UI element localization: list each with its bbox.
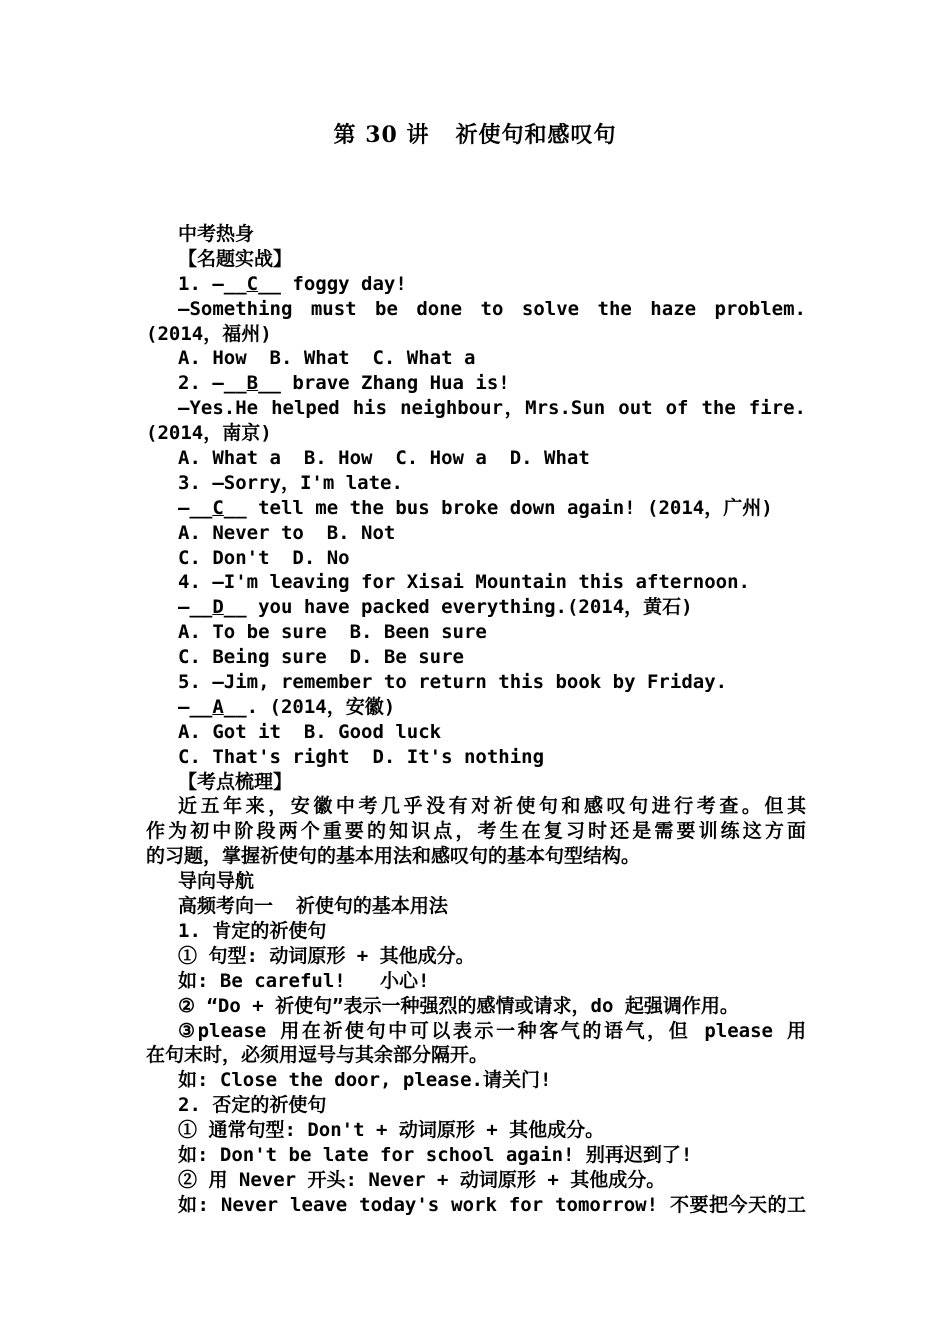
text-line: ② 用 Never 开头: Never + 动词原形 + 其他成分。 [178,1168,666,1191]
text-line [146,371,806,396]
text-line: 如: Close the door, please.请关门! [178,1069,552,1092]
text-line: —Yes.He helped his neighbour，Mrs.Sun out of the fire. [178,397,806,420]
question-stem-end: __. (2014，安徽) [223,695,396,718]
question-stem-start: 1. —__ [178,272,247,295]
text-line: 高频考向一 祈使句的基本用法 [178,895,448,918]
text-line: ① 句型: 动词原形 + 其他成分。 [178,944,475,967]
text-line: C. That's right D. It's nothing [178,745,545,768]
answer-blank: C [246,272,259,295]
question-stem-end: __ brave Zhang Hua is! [258,372,510,395]
text-line: 如: Never leave today's work for tomorrow! 不要把今天的工 [178,1193,806,1216]
text-line: —Something must be done to solve the haze problem. [178,297,806,320]
question-stem-start: 2. —__ [178,372,247,395]
answer-blank: D [212,596,224,619]
text-line: 在句末时，必须用逗号与其余部分隔开。 [146,1044,489,1067]
text-line [146,695,806,720]
text-line: ② “Do + 祈使句”表示一种强烈的感情或请求，do 起强调作用。 [178,994,739,1017]
answer-blank: B [246,372,259,395]
text-line: (2014，福州) [146,322,272,345]
text-line: C. Don't D. No [178,546,350,569]
question-stem-start: —__ [178,496,213,519]
text-line: 作为初中阶段两个重要的知识点，考生在复习时还是需要训练这方面 [146,820,806,843]
question-stem-start: —__ [178,695,213,718]
text-line: 中考热身 [178,223,255,245]
text-line: (2014，南京) [146,422,272,445]
text-line: ① 通常句型: Don't + 动词原形 + 其他成分。 [178,1119,605,1142]
text-line [146,272,806,297]
text-line: A. Never to B. Not [178,521,396,544]
document-body [146,222,806,1218]
text-line [146,496,806,521]
text-line: 5. —Jim, remember to return this book by Friday. [178,671,728,694]
question-stem-start: —__ [178,596,213,619]
text-line: 近五年来，安徽中考几乎没有对祈使句和感叹句进行考查。但其 [178,795,806,818]
text-line: 的习题，掌握祈使句的基本用法和感叹句的基本句型结构。 [146,845,641,868]
text-line: A. How B. What C. What a [178,347,476,370]
text-line: ③please 用在祈使句中可以表示一种客气的语气，但 please 用 [178,1019,806,1042]
text-line: 【名题实战】 [178,247,293,270]
text-line: C. Being sure D. Be sure [178,646,464,669]
page-title: 第 30 讲 祈使句和感叹句 [333,122,617,148]
question-stem-end: __ foggy day! [258,272,407,295]
question-stem-end: __ you have packed everything.(2014，黄石) [223,596,693,619]
answer-blank: A [212,695,224,718]
text-line: 导向导航 [178,870,255,893]
text-line: A. To be sure B. Been sure [178,621,487,644]
text-line: 3. —Sorry，I'm late. [178,471,403,494]
text-line [146,595,806,620]
text-line: A. What a B. How C. How a D. What [178,447,590,470]
question-stem-end: __ tell me the bus broke down again! (2014，广州) [223,496,773,519]
text-line: 1. 肯定的祈使句 [178,919,327,942]
text-line: 4. —I'm leaving for Xisai Mountain this afternoon. [178,571,750,594]
text-line: 【考点梳理】 [178,770,293,793]
answer-blank: C [212,496,224,519]
text-line: 2. 否定的祈使句 [178,1094,327,1117]
text-line: 如: Be careful! 小心! [178,969,430,992]
text-line: A. Got it B. Good luck [178,720,442,743]
text-line: 如: Don't be late for school again! 别再迟到了! [178,1143,693,1166]
